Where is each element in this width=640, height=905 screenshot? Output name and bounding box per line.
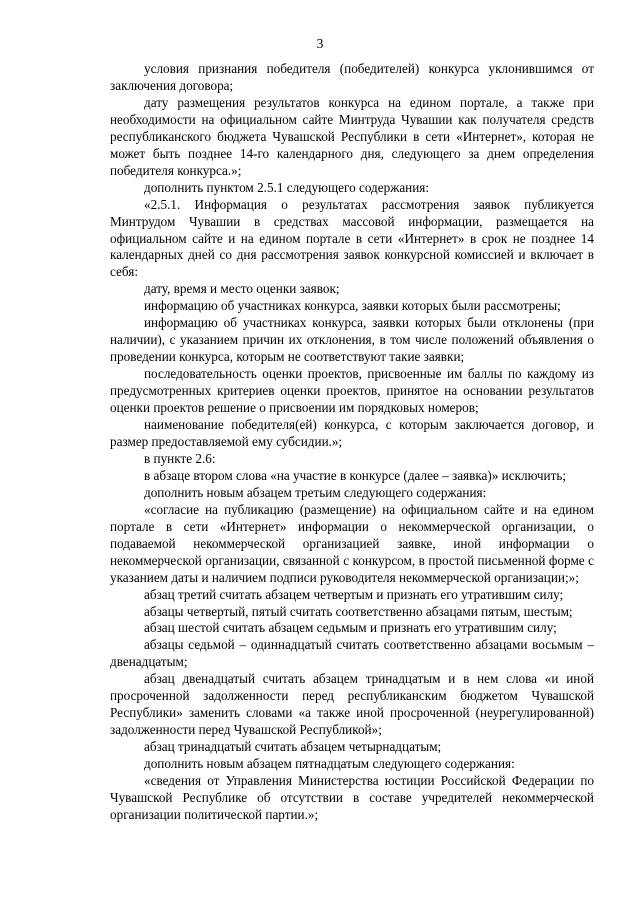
paragraph-8: последовательность оценки проектов, присвоенные им баллы по каждому из предусмотренных критериев оценки проектов, принятое на основании результатов оценки проектов решение о присвоении им порядковых номеров;	[110, 366, 594, 416]
paragraph-10: в пункте 2.6:	[144, 450, 216, 466]
document-body	[110, 61, 594, 824]
paragraph-6: информацию об участниках конкурса, заявки которых были рассмотрены;	[144, 298, 561, 314]
paragraph-11: в абзаце втором слова «на участие в конкурсе (далее – заявка)» исключить;	[144, 467, 567, 483]
page-number: 3	[316, 36, 324, 51]
paragraph-5: дату, время и место оценки заявок;	[144, 281, 340, 297]
paragraph-4: «2.5.1. Информация о результатах рассмотрения заявок публикуется Минтрудом Чувашии в средствах массовой информации, размещается на официальном сайте и на едином портале в сети «Интернет» в срок не позднее 14 календарных дней со дня рассмотрения заявок конкурсной комиссией и включает в себя:	[110, 196, 594, 280]
paragraph-17: абзацы седьмой – одиннадцатый считать соответственно абзацами восьмым – двенадцатым;	[110, 637, 594, 670]
paragraph-12: дополнить новым абзацем третьим следующего содержания:	[144, 484, 487, 500]
paragraph-3: дополнить пунктом 2.5.1 следующего содержания:	[144, 179, 430, 195]
paragraph-21: «сведения от Управления Министерства юстиции Российской Федерации по Чувашской Республике об отсутствии в составе учредителей некоммерческой организации политической партии.»;	[110, 773, 594, 822]
paragraph-15: абзацы четвертый, пятый считать соответственно абзацами пятым, шестым;	[144, 603, 573, 619]
paragraph-13: «согласие на публикацию (размещение) на официальном сайте и на едином портале в сети «Интернет» информации о некоммерческой организации, о подаваемой некоммерческой организацией заявке, иной информации о некоммерческой организации, связанной с конкурсом, в простой письменной форме с указанием даты и наличием подписи руководителя некоммерческой организации;»;	[110, 501, 594, 585]
paragraph-14: абзац третий считать абзацем четвертым и признать его утратившим силу;	[144, 586, 564, 602]
paragraph-18: абзац двенадцатый считать абзацем тринадцатым и в нем слова «и иной просроченной задолженности перед республиканским бюджетом Чувашской Республики» заменить словами «а также иной просроченной (неурегулированной) задолженности перед Чувашской Республикой»;	[110, 671, 594, 738]
paragraph-7: информацию об участниках конкурса, заявки которых были отклонены (при наличии), с указанием причин их отклонения, в том числе положений объявления о проведении конкурса, которым не соответствуют такие заявки;	[110, 315, 594, 365]
paragraph-2: дату размещения результатов конкурса на едином портале, а также при необходимости на официальном сайте Минтруда Чувашии как получателя средств республиканского бюджета Чувашской Республики в сети «Интернет», которая не может быть позднее 14-го календарного дня, следующего за днем определения победителя конкурса.»;	[110, 94, 594, 178]
paragraph-20: дополнить новым абзацем пятнадцатым следующего содержания:	[144, 756, 515, 772]
paragraph-19: абзац тринадцатый считать абзацем четырнадцатым;	[144, 739, 442, 755]
paragraph-9: наименование победителя(ей) конкурса, с которым заключается договор, и размер предоставляемой ему субсидии.»;	[110, 417, 594, 449]
paragraph-16: абзац шестой считать абзацем седьмым и признать его утратившим силу;	[144, 620, 557, 636]
paragraph-1: условия признания победителя (победителей) конкурса уклонившимся от заключения договора;	[110, 61, 594, 93]
